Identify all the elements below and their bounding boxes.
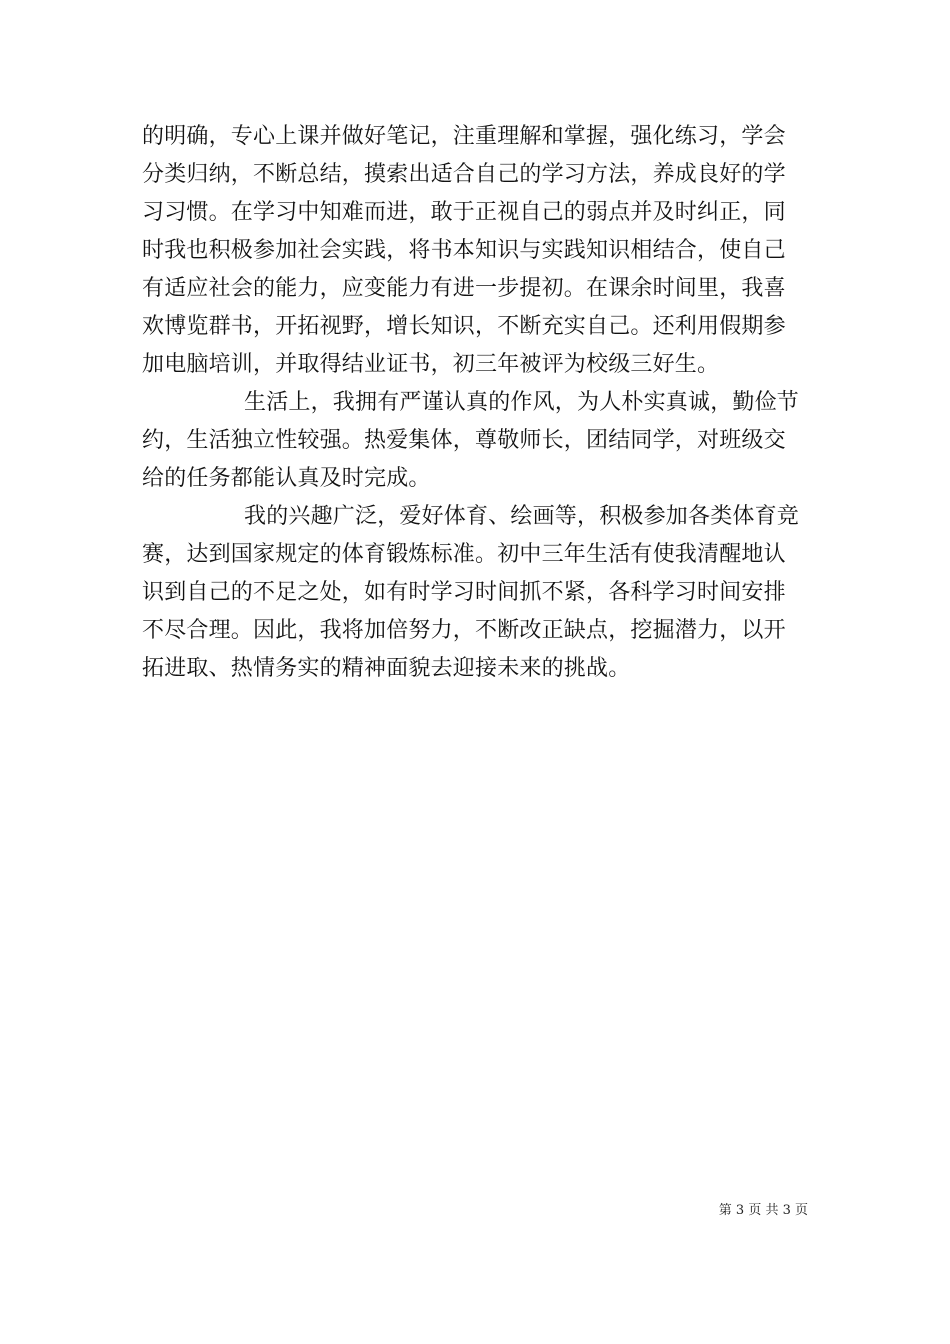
text-line: 给的任务都能认真及时完成。 xyxy=(142,466,431,491)
text-line-indented: 生活上，我拥有严谨认真的作风，为人朴实真诚，勤俭节 xyxy=(244,390,800,415)
text-line: 习习惯。在学习中知难而进，敢于正视自己的弱点并及时纠正，同 xyxy=(142,200,786,225)
text-line: 加电脑培训，并取得结业证书，初三年被评为校级三好生。 xyxy=(142,352,720,377)
text-line: 的明确，专心上课并做好笔记，注重理解和掌握，强化练习，学会 xyxy=(142,124,786,149)
document-body xyxy=(142,118,810,688)
text-line: 有适应社会的能力，应变能力有进一步提初。在课余时间里，我喜 xyxy=(142,276,786,301)
text-line: 时我也积极参加社会实践，将书本知识与实践知识相结合，使自己 xyxy=(142,238,786,263)
paragraph-life xyxy=(142,384,810,498)
paragraph-study xyxy=(142,118,810,384)
text-line: 拓进取、热情务实的精神面貌去迎接未来的挑战。 xyxy=(142,656,631,681)
text-line: 识到自己的不足之处，如有时学习时间抓不紧，各科学习时间安排 xyxy=(142,580,786,605)
text-line: 分类归纳，不断总结，摸索出适合自己的学习方法，养成良好的学 xyxy=(142,162,786,187)
paragraph-interests xyxy=(142,498,810,688)
text-line: 不尽合理。因此，我将加倍努力，不断改正缺点，挖掘潜力，以开 xyxy=(142,618,786,643)
text-line: 约，生活独立性较强。热爱集体，尊敬师长，团结同学，对班级交 xyxy=(142,428,786,453)
text-line: 赛，达到国家规定的体育锻炼标准。初中三年生活有使我清醒地认 xyxy=(142,542,786,567)
page-number-footer: 第 3 页 共 3 页 xyxy=(718,1203,808,1218)
text-line-indented: 我的兴趣广泛，爱好体育、绘画等，积极参加各类体育竞 xyxy=(244,504,800,529)
text-line: 欢博览群书，开拓视野，增长知识，不断充实自己。还利用假期参 xyxy=(142,314,786,339)
